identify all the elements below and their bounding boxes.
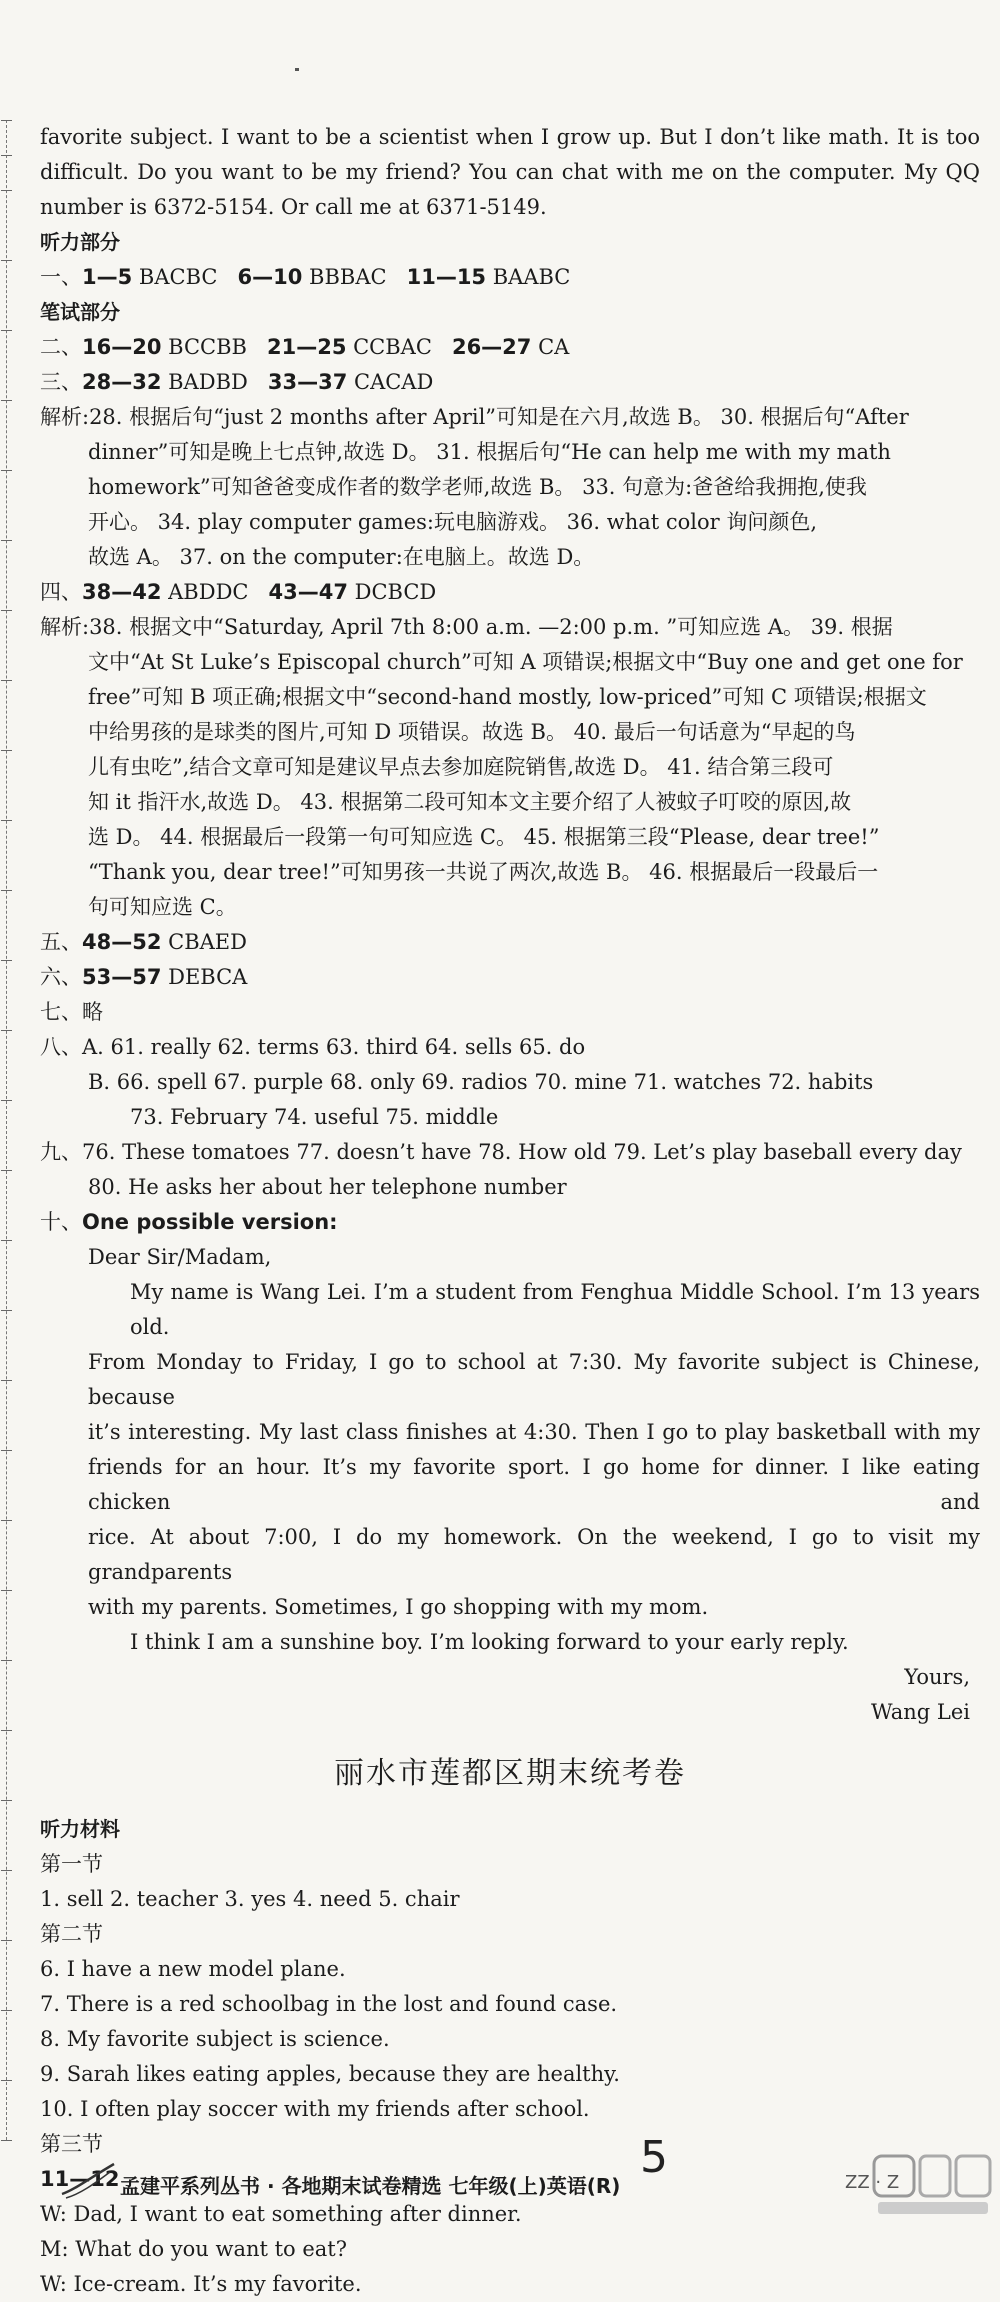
answer-row-5	[40, 925, 980, 960]
text-line: difficult. Do you want to be my friend? You can chat with me on the computer. My QQ	[40, 160, 980, 184]
answer-keys: BBBAC	[302, 265, 387, 289]
swoosh-logo-icon	[60, 2160, 118, 2200]
sample-label: One possible version:	[82, 1210, 338, 1234]
answer-row-7: 七、略	[40, 1000, 103, 1024]
answer-row-4	[40, 575, 980, 610]
exam-title: 丽水市莲都区期末统考卷	[334, 1756, 686, 1791]
question-range: 48—52	[82, 930, 162, 954]
sentence-line: 6. I have a new model plane.	[40, 1957, 346, 1981]
speck	[295, 68, 299, 71]
answer-keys: BADBD	[161, 370, 248, 394]
dialogue-line: W: Ice-cream. It’s my favorite.	[40, 2272, 362, 2296]
answer-keys: ABDDC	[161, 580, 249, 604]
sentence-line: 7. There is a red schoolbag in the lost and found case.	[40, 1992, 618, 2016]
handwritten-page-number: 5	[640, 2132, 668, 2183]
explanation-line: 知 it 指汗水,故选 D。 43. 根据第二段可知本文主要介绍了人被蚊子叮咬的原因,故	[88, 790, 852, 814]
question-range: 53—57	[82, 965, 162, 989]
answer-row-9	[40, 1135, 980, 1170]
answer-keys: CACAD	[347, 370, 434, 394]
answer-keys: CA	[531, 335, 570, 359]
section-number: 八、	[40, 1035, 82, 1059]
answer-keys: A. 61. really 62. terms 63. third 64. sells 65. do	[82, 1035, 586, 1059]
series-title: 孟建平系列丛书 · 各地期末试卷精选 七年级(上)英语(R)	[120, 2174, 621, 2198]
section-number: 五、	[40, 930, 82, 954]
answer-keys: BACBC	[132, 265, 218, 289]
explanation-line: 儿有虫吃”,结合文章可知是建议早点去参加庭院销售,故选 D。 41. 结合第三段可	[88, 755, 834, 779]
answer-row-3	[40, 365, 980, 400]
sentence-line: 10. I often play soccer with my friends after school.	[40, 2097, 590, 2121]
dialogue-line: W: Dad, I want to eat something after dinner.	[40, 2202, 522, 2226]
answer-row-8b: B. 66. spell 67. purple 68. only 69. radios 70. mine 71. watches 72. habits	[88, 1070, 874, 1094]
section-number: 一、	[40, 265, 82, 289]
question-range-label: 11—12	[40, 2167, 120, 2191]
answer-keys: 76. These tomatoes 77. doesn’t have 78. How old 79. Let’s play baseball every day	[82, 1140, 962, 1164]
letter-line: it’s interesting. My last class finishes at 4:30. Then I go to play basketball with my	[88, 1420, 980, 1444]
question-range: 28—32	[82, 370, 162, 394]
answer-row-8c: 73. February 74. useful 75. middle	[130, 1105, 499, 1129]
binding-margin	[6, 120, 19, 2140]
section-number: 六、	[40, 965, 82, 989]
section-number: 九、	[40, 1140, 82, 1164]
letter-line: From Monday to Friday, I go to school at 7:30. My favorite subject is Chinese, because	[88, 1350, 980, 1409]
explanation-line: 解析:28. 根据后句“just 2 months after April”可知是在六月,故选 B。 30. 根据后句“After	[40, 405, 909, 429]
word-list: 1. sell 2. teacher 3. yes 4. need 5. chair	[40, 1887, 460, 1911]
letter-greeting: Dear Sir/Madam,	[88, 1245, 272, 1269]
letter-signature: Wang Lei	[870, 1700, 970, 1724]
text-line: number is 6372-5154. Or call me at 6371-5149.	[40, 195, 547, 219]
sentence-line: 8. My favorite subject is science.	[40, 2027, 390, 2051]
explanation-line: 选 D。 44. 根据最后一段第一句可知应选 C。 45. 根据第三段“Please, dear tree!”	[88, 825, 880, 849]
answer-keys: DCBCD	[347, 580, 437, 604]
answer-keys: CCBAC	[346, 335, 432, 359]
explanation-line: 中给男孩的是球类的图片,可知 D 项错误。故选 B。 40. 最后一句话意为“早起的鸟	[88, 720, 856, 744]
letter-line: rice. At about 7:00, I do my homework. On the weekend, I go to visit my grandparents	[88, 1525, 980, 1584]
page-code: ZZ · Z	[845, 2172, 900, 2193]
answer-keys: DEBCA	[161, 965, 248, 989]
letter-line: My name is Wang Lei. I’m a student from Fenghua Middle School. I’m 13 years old.	[130, 1280, 980, 1339]
answer-row-9b: 80. He asks her about her telephone number	[88, 1175, 567, 1199]
question-range: 1—5	[82, 265, 133, 289]
sentence-line: 9. Sarah likes eating apples, because they are healthy.	[40, 2062, 620, 2086]
letter-closing: Yours,	[904, 1665, 970, 1689]
explanation-line: homework”可知爸爸变成作者的数学老师,故选 B。 33. 句意为:爸爸给我拥抱,使我	[88, 475, 867, 499]
explanation-line: free”可知 B 项正确;根据文中“second-hand mostly, low-priced”可知 C 项错误;根据文	[88, 685, 927, 709]
question-range: 6—10	[237, 265, 303, 289]
text-line: favorite subject. I want to be a scientist when I grow up. But I don’t like math. It is too	[40, 125, 980, 149]
section-number: 十、	[40, 1210, 82, 1234]
dialogue-line: M: What do you want to eat?	[40, 2237, 348, 2261]
part-header: 第二节	[40, 1922, 103, 1946]
answer-keys: BAABC	[486, 265, 571, 289]
question-range: 43—47	[268, 580, 348, 604]
section-header-listening: 听力部分	[40, 230, 120, 254]
section-header-material: 听力材料	[40, 1817, 120, 1841]
explanation-line: 开心。 34. play computer games:玩电脑游戏。 36. what color 询问颜色,	[88, 510, 818, 534]
question-range: 21—25	[266, 335, 347, 359]
answer-keys: BCCBB	[161, 335, 247, 359]
explanation-line: 句可知应选 C。	[88, 895, 237, 919]
letter-line: I think I am a sunshine boy. I’m looking forward to your early reply.	[130, 1630, 849, 1654]
question-range: 16—20	[82, 335, 162, 359]
explanation-line: dinner”可知是晚上七点钟,故选 D。 31. 根据后句“He can help me with my math	[88, 440, 891, 464]
explanation-line: 文中“At St Luke’s Episcopal church”可知 A 项错误;根据文中“Buy one and get one for	[88, 650, 963, 674]
question-range: 26—27	[451, 335, 532, 359]
answer-row-2	[40, 330, 980, 365]
question-range: 38—42	[82, 580, 162, 604]
section-number: 四、	[40, 580, 82, 604]
part-header: 第一节	[40, 1852, 103, 1876]
question-range: 33—37	[267, 370, 348, 394]
answer-row-6	[40, 960, 980, 995]
part-header: 第三节	[40, 2132, 103, 2156]
explanation-line: 故选 A。 37. on the computer:在电脑上。故选 D。	[88, 545, 595, 569]
section-header-written: 笔试部分	[40, 300, 120, 324]
answer-page	[40, 120, 980, 2302]
answer-keys: CBAED	[161, 930, 247, 954]
section-number: 二、	[40, 335, 82, 359]
explanation-line: 解析:38. 根据文中“Saturday, April 7th 8:00 a.m. —2:00 p.m. ”可知应选 A。 39. 根据	[40, 615, 893, 639]
answer-row-1	[40, 260, 980, 295]
answer-row-8	[40, 1030, 980, 1065]
letter-line: friends for an hour. It’s my favorite sport. I go home for dinner. I like eating chicken and	[88, 1455, 980, 1514]
question-range: 11—15	[406, 265, 487, 289]
answer-row-10	[40, 1205, 980, 1240]
watermark-logo-icon	[870, 2150, 995, 2220]
letter-line: with my parents. Sometimes, I go shopping with my mom.	[88, 1595, 709, 1619]
explanation-line: “Thank you, dear tree!”可知男孩一共说了两次,故选 B。 46. 根据最后一段最后一	[88, 860, 879, 884]
section-number: 三、	[40, 370, 82, 394]
